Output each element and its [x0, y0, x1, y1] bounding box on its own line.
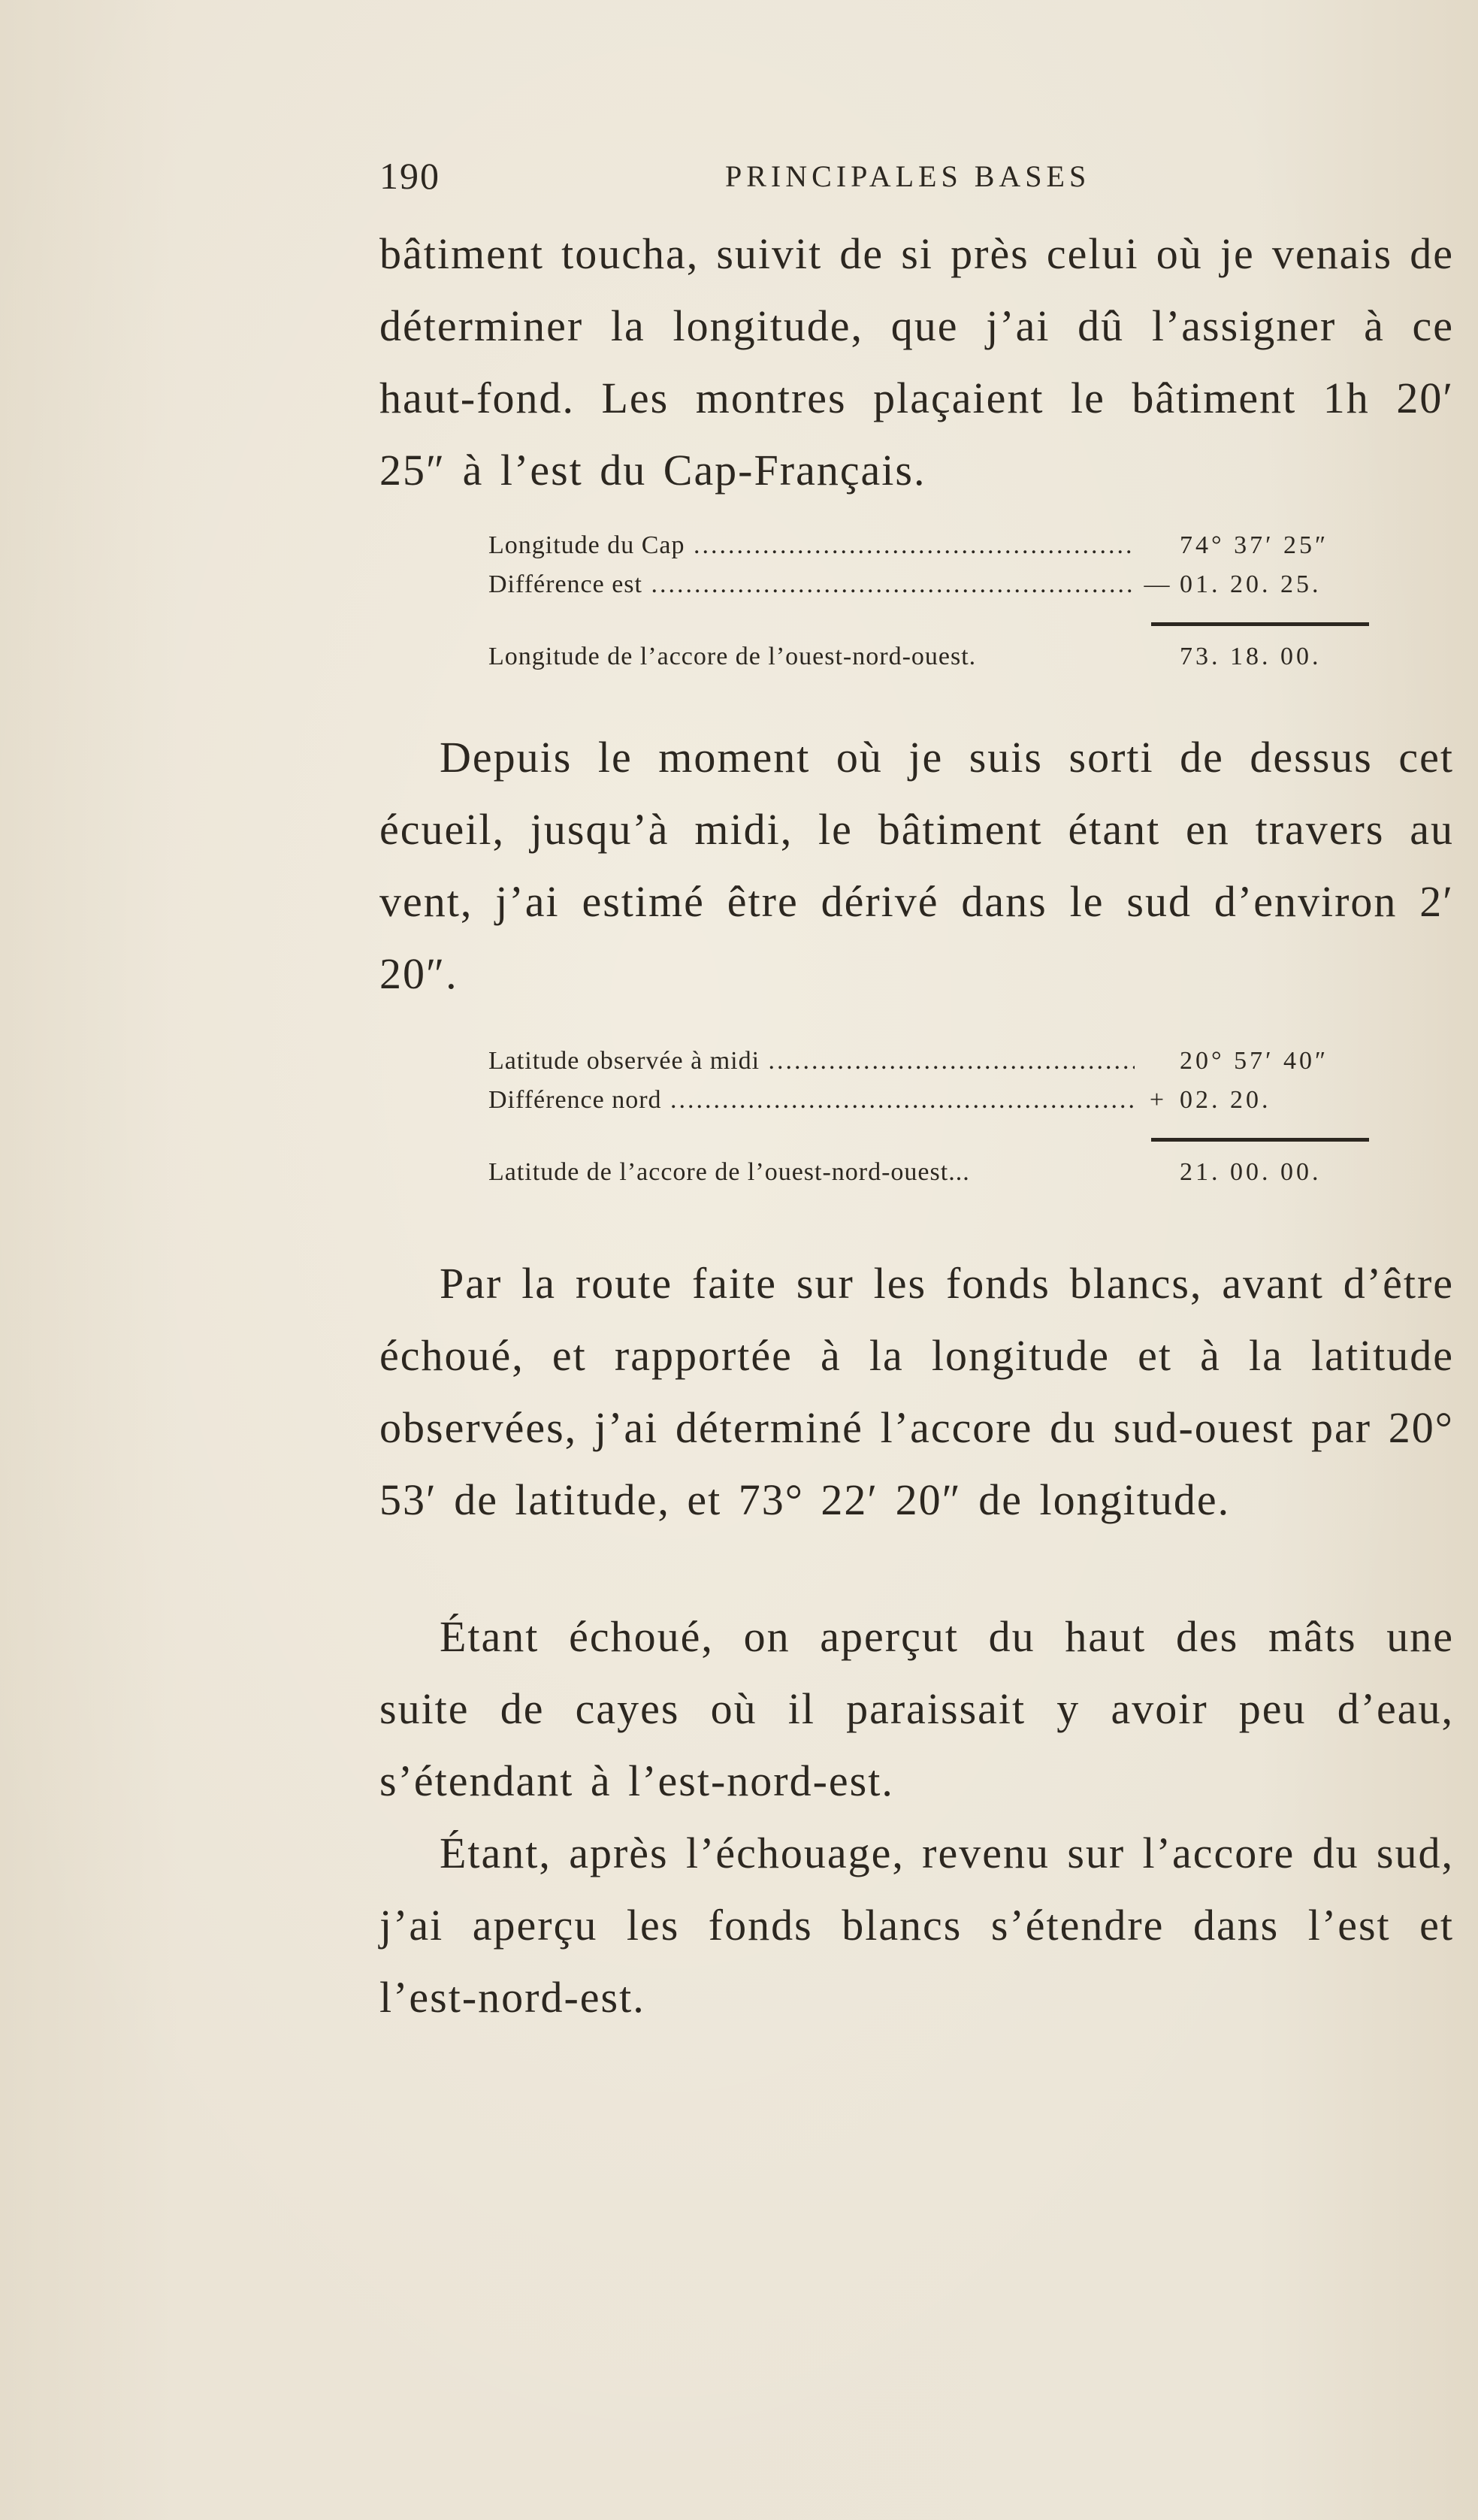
row-label: Différence nord ..... — [488, 1081, 1135, 1120]
paragraph-3-block — [379, 1248, 1454, 1536]
running-title: PRINCIPALES BASES — [725, 159, 1091, 193]
paragraph-5: Étant, après l’échouage, revenu sur l’accore du sud, j’ai aperçu les fonds blancs s’étendre dans l’est et l’est-nord-est. — [379, 1829, 1454, 2022]
total-label: Latitude de l’accore de l’ouest-nord-ouest... — [488, 1158, 970, 1186]
row-sign: + — [1149, 1086, 1165, 1114]
table-total-row — [488, 637, 1375, 676]
table-row — [488, 565, 1375, 604]
paragraph-1-block — [379, 218, 1454, 507]
total-value: 73. 18. 00. — [1180, 643, 1322, 670]
row-value: 74° 37′ 25″ — [1180, 531, 1329, 559]
paragraph-4-block — [379, 1601, 1454, 1817]
table-row — [488, 1042, 1375, 1081]
sum-rule — [1151, 1138, 1369, 1142]
row-value: 02. 20. — [1180, 1086, 1271, 1114]
row-sign: — — [1144, 570, 1171, 598]
paragraph-5-block — [379, 1817, 1454, 2034]
paragraph-3: Par la route faite sur les fonds blancs, avant d’être échoué, et rapportée à la longitude et à la latitude observées, j’ai déterminé l’accore du sud-ouest par 20° 53′ de latitude, et 73° 22′ 20″ de longitude. — [379, 1259, 1454, 1524]
row-value: 01. 20. 25. — [1180, 570, 1322, 598]
row-value: 20° 57′ 40″ — [1180, 1047, 1329, 1075]
table-total-row — [488, 1153, 1375, 1192]
table-row — [488, 526, 1375, 565]
row-label: Différence est ..... — [488, 565, 1135, 604]
page-number: 190 — [379, 155, 440, 197]
row-label: Latitude observée à midi ..... — [488, 1042, 1135, 1081]
total-label: Longitude de l’accore de l’ouest-nord-ouest. — [488, 643, 977, 670]
longitude-table — [488, 526, 1375, 676]
running-head — [379, 154, 1394, 207]
sum-rule — [1151, 622, 1369, 626]
row-label: Longitude du Cap ..... — [488, 526, 1135, 565]
paragraph-2-block — [379, 722, 1454, 1010]
paragraph-4: Étant échoué, on aperçut du haut des mâts une suite de cayes où il paraissait y avoir peu d’eau, s’étendant à l’est-nord-est. — [379, 1612, 1454, 1805]
table-row — [488, 1081, 1375, 1120]
latitude-table — [488, 1042, 1375, 1192]
paragraph-2: Depuis le moment où je suis sorti de dessus cet écueil, jusqu’à midi, le bâtiment étant en travers au vent, j’ai estimé être dérivé dans le sud d’environ 2′ 20″. — [379, 733, 1454, 998]
total-value: 21. 00. 00. — [1180, 1158, 1322, 1186]
paragraph-1: bâtiment toucha, suivit de si près celui où je venais de déterminer la longitude, que j’ai dû l’assigner à ce haut-fond. Les montres plaçaient le bâtiment 1h 20′ 25″ à l’est du Cap-Français. — [379, 229, 1454, 495]
